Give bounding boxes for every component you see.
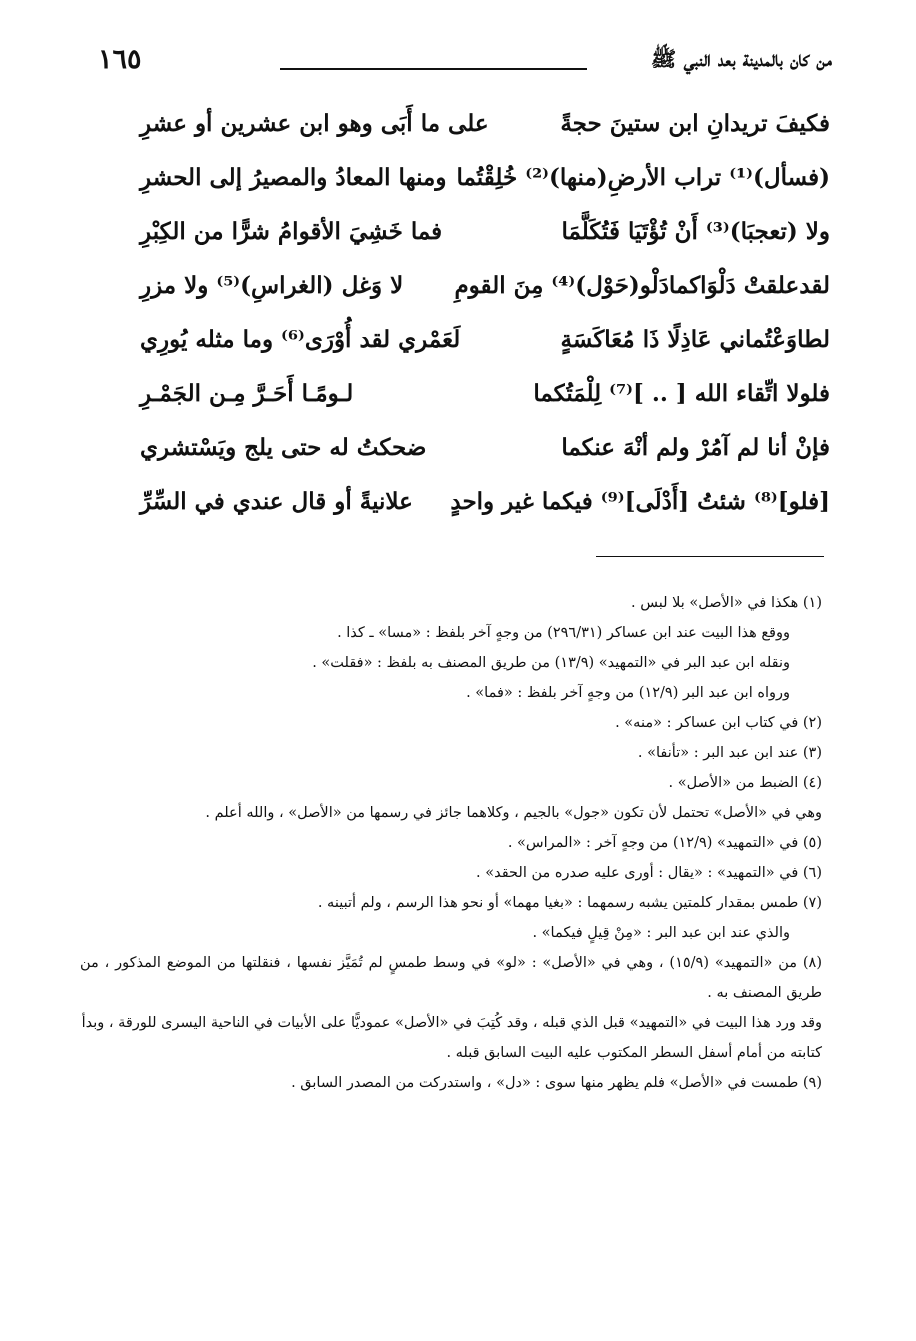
verse-second-hemistich: لَعَمْري لقد أُوْرَى⁽⁶⁾ وما مثله يُورِي [140,326,461,353]
verse [140,372,830,426]
verse-second-hemistich: ومنها المعادُ والمصيرُ إلى الحشرِ [140,164,447,191]
verse [140,318,830,372]
footnote-1: (١) هكذا في «الأصل» بلا لبس . [630,595,822,611]
footnote-separator [596,556,824,557]
verse-second-hemistich: على ما أَبَى وهو ابن عشرين أو عشرِ [140,110,489,137]
verse-first-hemistich: لقدعلقتْ دَلْوَاكمادَلْو(حَوْل)⁽⁴⁾ مِنَ القومِ [454,272,830,299]
header-rule [280,68,587,70]
verse-first-hemistich: (فسأل)⁽¹⁾ تراب الأرضِ(منها)⁽²⁾ خُلِقْتُما [456,164,830,191]
running-header [90,40,832,90]
footnote-5: (٥) في «التمهيد» (١٢/٩) من وجهٍ آخر : «المراس» . [507,835,822,851]
footnote-7-continuation: والذي عند ابن عبد البر : «مِنْ قِيلٍ فيكما» . [532,925,790,941]
footnote-7: (٧) طمس بمقدار كلمتين يشبه رسمهما : «بغيا مهما» أو نحو هذا الرسم ، ولم أتبينه . [317,895,822,911]
verse [140,426,830,480]
verse-second-hemistich: فما خَشِيَ الأقوامُ شرًّا من الكِبْرِ [140,218,443,245]
verse [140,480,830,534]
footnote-2: (٢) في كتاب ابن عساكر : «منه» . [615,715,822,731]
verse [140,102,830,156]
verse-second-hemistich: ضحكتُ له حتى يلج ويَسْتشري [140,434,427,461]
poem [140,102,830,534]
footnote-8: (٨) من «التمهيد» (١٥/٩) ، وهي في «الأصل» : «لو» في وسط طمسٍ لم تُمَيَّز نفسها ، فنقلتها من الموضع المذكور ، من طريق المصنف به . [80,955,822,1001]
footnote-4: (٤) الضبط من «الأصل» . [668,775,822,791]
verse-first-hemistich: لطاوَعْتُماني عَاذِلًا ذَا مُعَاكَسَةٍ [560,326,830,353]
verse-first-hemistich: [فلو]⁽⁸⁾ شئتُ [أَدْلَى]⁽⁹⁾ فيكما غير واحدٍ [450,488,830,515]
running-title: من كان بالمدينة بعد النبي ﷺ [650,46,832,71]
footnote-9: (٩) طمست في «الأصل» فلم يظهر منها سوى : «دل» ، واستدركت من المصدر السابق . [291,1075,822,1091]
footnotes [80,588,822,1098]
footnote-1-continuation: ورواه ابن عبد البر (١٢/٩) من وجهٍ آخر بلفظ : «فما» . [466,685,790,701]
verse [140,210,830,264]
verse-first-hemistich: ولا (تعجبَا)⁽³⁾ أَنْ تُؤْتَيَا فَتُكَلَّمَا [561,218,830,245]
footnote-6: (٦) في «التمهيد» : «يقال : أورى عليه صدره من الحقد» . [476,865,822,881]
verse [140,264,830,318]
verse-first-hemistich: فكيفَ تريدانِ ابن ستينَ حجةً [560,110,830,137]
footnote-3: (٣) عند ابن عبد البر : «تأنفا» . [637,745,822,761]
footnote-8-continuation: وقد ورد هذا البيت في «التمهيد» قبل الذي قبله ، وقد كُتِبَ في «الأصل» عموديًّا على الأبيات في الناحية اليسرى للورقة ، وبدأ كتابته من أمام أسفل السطر المكتوب عليه البيت السابق قبله . [81,1015,822,1061]
verse-second-hemistich: لـومًـا أَحَـرَّ مِـن الجَمْـرِ [140,380,354,407]
verse-first-hemistich: فلولا اتِّقاء الله [ .. ]⁽⁷⁾ لِلْمَتُكما [533,380,830,407]
verse-first-hemistich: فإنْ أنا لم آمُرْ ولم أنْهَ عنكما [561,434,830,461]
footnote-1-continuation: ونقله ابن عبد البر في «التمهيد» (١٣/٩) من طريق المصنف به بلفظ : «فقلت» . [312,655,790,671]
page-number: ١٦٥ [98,44,142,75]
verse [140,156,830,210]
footnote-1-continuation: ووقع هذا البيت عند ابن عساكر (٢٩٦/٣١) من وجهٍ آخر بلفظ : «مسا» ـ كذا . [337,625,790,641]
verse-second-hemistich: لا وَغل (الغراسِ)⁽⁵⁾ ولا مزرِ [140,272,404,299]
verse-second-hemistich: علانيةً أو قال عندي في السِّرِّ [140,488,413,515]
footnote-4-continuation: وهي في «الأصل» تحتمل لأن تكون «جول» بالجيم ، وكلاهما جائز في رسمها من «الأصل» ، والله أعلم . [205,805,822,821]
